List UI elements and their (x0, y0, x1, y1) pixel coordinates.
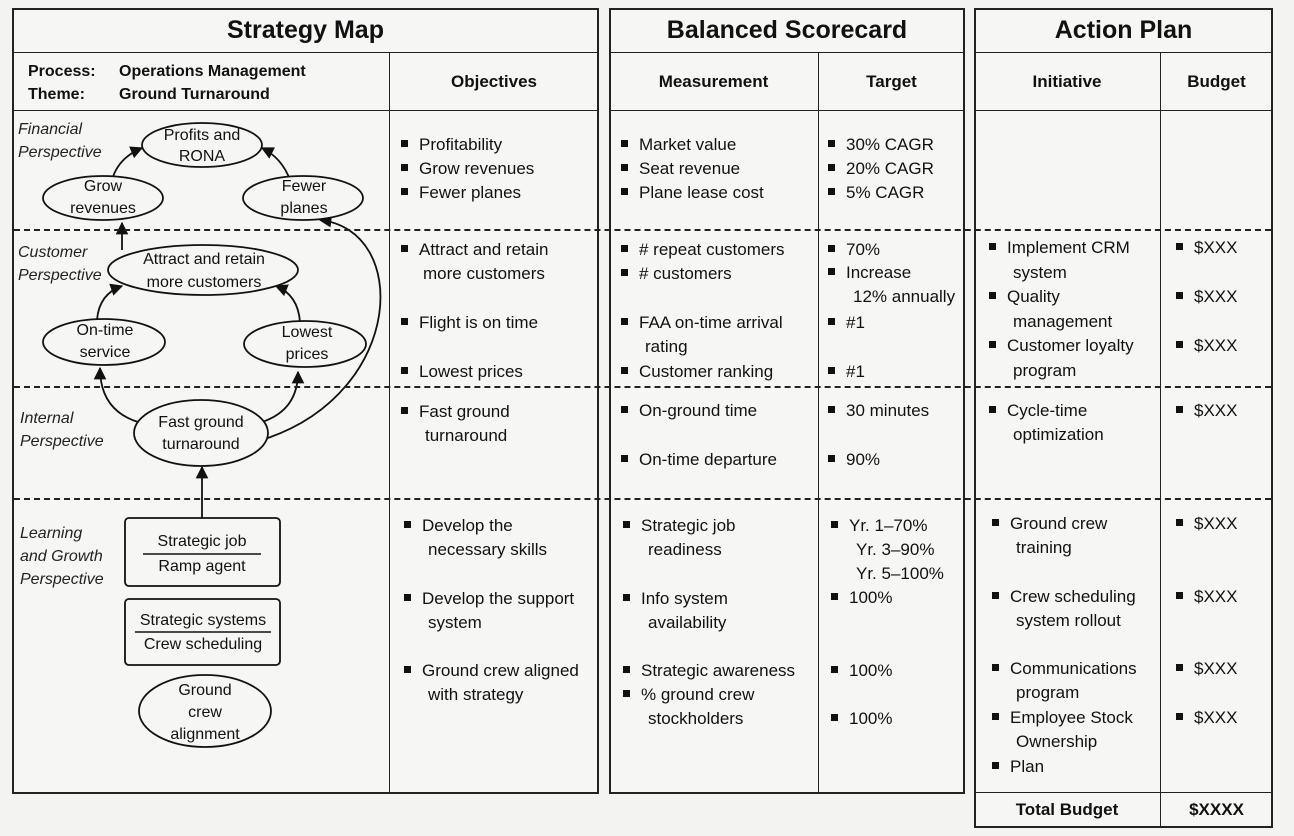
measurement-text: On-ground time (639, 401, 758, 420)
node-lowest-label: prices (285, 346, 329, 363)
objective-text: Fewer planes (419, 183, 522, 202)
objective-text-cont: turnaround (425, 426, 508, 445)
initiative-text: Ground crew (1010, 514, 1108, 533)
objective-text-cont: more customers (423, 264, 545, 283)
measurement-text: Seat revenue (639, 159, 741, 178)
perspective-line: Customer (18, 244, 88, 261)
target-text: Increase (846, 263, 912, 282)
budget-text: $XXX (1194, 659, 1238, 678)
objective-item (401, 400, 510, 424)
budget-text: $XXX (1194, 336, 1238, 355)
total-budget-value: $XXXX (1189, 800, 1244, 819)
perspective-line: Perspective (18, 144, 102, 161)
budget-item (1176, 706, 1237, 730)
initiative-text: Crew scheduling (1010, 587, 1136, 606)
target-item (828, 311, 865, 335)
budget-item (1176, 657, 1237, 681)
measurement-text-cont: rating (645, 337, 688, 356)
action-plan-title-divider (974, 52, 1273, 53)
measurement-text-cont: stockholders (648, 709, 744, 728)
perspective-divider (14, 498, 1271, 500)
node-fewer-label: Fewer (281, 178, 327, 195)
perspective-line: Perspective (20, 433, 104, 450)
initiative-item (989, 285, 1060, 309)
initiative-text: Cycle-time (1007, 401, 1088, 420)
perspective-line: Perspective (18, 267, 102, 284)
measurement-item (621, 399, 757, 423)
measurement-item (621, 238, 785, 262)
budget-text: $XXX (1194, 238, 1238, 257)
measurement-item (623, 514, 736, 538)
initiative-text: Communications (1010, 659, 1137, 678)
process-label: Process: (28, 63, 96, 80)
objective-text-cont: necessary skills (428, 540, 548, 559)
measurement-item (623, 587, 728, 611)
node-fast-label: turnaround (162, 436, 240, 453)
measurement-text: FAA on-time arrival (639, 313, 783, 332)
target-text-cont: Yr. 5–100% (856, 564, 944, 583)
target-item (828, 261, 911, 285)
arrow-fast-to-ontime (100, 368, 138, 422)
node-ontime-label: On-time (76, 322, 134, 339)
target-item (828, 448, 880, 472)
target-item (828, 133, 934, 157)
objective-text: Develop the (422, 516, 513, 535)
initiative-text: Quality (1007, 287, 1060, 306)
initiative-item (989, 236, 1130, 260)
target-item (828, 181, 924, 205)
initiative-text-cont: optimization (1013, 425, 1104, 444)
budget-item (1176, 285, 1237, 309)
action-plan-column-divider (1160, 52, 1161, 828)
budget-text: $XXX (1194, 401, 1238, 420)
objectives-header: Objectives (451, 72, 537, 91)
node-attract-label: more customers (146, 274, 262, 291)
budget-item (1176, 236, 1237, 260)
budget-text: $XXX (1194, 287, 1238, 306)
objective-text: Fast ground (419, 402, 510, 421)
scorecard-title-divider (609, 52, 965, 53)
initiative-item (989, 399, 1087, 423)
node-profits-label: Profits and (163, 127, 241, 144)
target-text: 90% (846, 450, 881, 469)
node-systems-label: Crew scheduling (143, 636, 263, 653)
node-job-label: Ramp agent (158, 558, 246, 575)
target-item (828, 157, 934, 181)
target-text: 5% CAGR (846, 183, 925, 202)
initiative-header: Initiative (1032, 72, 1102, 91)
target-text-cont: Yr. 3–90% (856, 540, 935, 559)
target-text: 30 minutes (846, 401, 930, 420)
measurement-text: # repeat customers (639, 240, 785, 259)
node-alignment-label: crew (188, 704, 222, 721)
action-plan-title: Action Plan (1054, 16, 1193, 44)
total-budget-label: Total Budget (1015, 800, 1119, 819)
measurement-text: Plane lease cost (639, 183, 764, 202)
measurement-header: Measurement (658, 72, 769, 91)
measurement-text: Strategic job (641, 516, 736, 535)
scorecard-column-divider (818, 52, 819, 794)
initiative-text-cont: management (1013, 312, 1113, 331)
target-text: 100% (849, 661, 893, 680)
measurement-text: On-time departure (639, 450, 777, 469)
budget-text: $XXX (1194, 514, 1238, 533)
target-item (828, 399, 929, 423)
objective-text: Flight is on time (419, 313, 539, 332)
node-attract-label: Attract and retain (143, 251, 265, 268)
initiative-text-cont: Ownership (1016, 732, 1098, 751)
initiative-text-cont: program (1013, 361, 1077, 380)
measurement-text: Customer ranking (639, 362, 774, 381)
measurement-text: Market value (639, 135, 737, 154)
target-text: 100% (849, 588, 893, 607)
initiative-text: Employee Stock (1010, 708, 1133, 727)
target-text-cont: 12% annually (853, 287, 956, 306)
objective-item (401, 133, 502, 157)
objective-text: Ground crew aligned (422, 661, 579, 680)
initiative-item (992, 585, 1136, 609)
node-lowest-label: Lowest (281, 324, 333, 341)
initiative-item (989, 334, 1134, 358)
measurement-text-cont: availability (648, 613, 727, 632)
measurement-text: % ground crew (641, 685, 755, 704)
measurement-item (621, 181, 764, 205)
arrow-grow-to-profits (112, 148, 142, 180)
target-item (828, 238, 880, 262)
measurement-item (621, 157, 740, 181)
measurement-text: Info system (641, 589, 728, 608)
node-alignment-label: alignment (170, 726, 240, 743)
budget-item (1176, 399, 1237, 423)
process-value: Operations Management (119, 63, 306, 80)
target-item (831, 514, 927, 538)
target-text: 30% CAGR (846, 135, 934, 154)
measurement-item (621, 311, 783, 335)
perspective-line: Perspective (20, 571, 104, 588)
objective-item (401, 157, 534, 181)
budget-text: $XXX (1194, 587, 1238, 606)
measurement-text: # customers (639, 264, 732, 283)
initiative-item (992, 657, 1137, 681)
arrow-ontime-to-attract (97, 286, 122, 320)
initiative-text-cont: system rollout (1016, 611, 1121, 630)
target-text: 70% (846, 240, 881, 259)
objective-text: Develop the support (422, 589, 575, 608)
measurement-item (621, 262, 732, 286)
objective-item (401, 238, 548, 262)
measurement-text: Strategic awareness (641, 661, 796, 680)
budget-text: $XXX (1194, 708, 1238, 727)
node-fewer-label: planes (280, 200, 328, 217)
target-text: 20% CAGR (846, 159, 934, 178)
target-item (831, 707, 892, 731)
node-grow-label: Grow (83, 178, 123, 195)
initiative-item (992, 706, 1133, 730)
measurement-item (621, 133, 736, 157)
budget-item (1176, 512, 1237, 536)
objective-text-cont: system (428, 613, 482, 632)
node-job-box (125, 518, 280, 586)
budget-header: Budget (1187, 72, 1246, 91)
measurement-item (621, 360, 773, 384)
node-systems-label: Strategic systems (139, 612, 267, 629)
arrow-fast-to-lowest (262, 372, 298, 422)
target-item (831, 659, 892, 683)
target-text: #1 (846, 313, 865, 332)
perspective-line: Learning (20, 525, 83, 542)
node-fast-label: Fast ground (158, 414, 244, 431)
initiative-text-cont: system (1013, 263, 1067, 282)
objective-item (404, 514, 513, 538)
initiative-text-cont: training (1016, 538, 1072, 557)
initiative-text-cont: program (1016, 683, 1080, 702)
objective-item (401, 360, 523, 384)
objective-text: Profitability (419, 135, 503, 154)
target-text: 100% (849, 709, 893, 728)
initiative-text: Implement CRM (1007, 238, 1130, 257)
node-job-label: Strategic job (157, 533, 247, 550)
objective-item (401, 311, 538, 335)
target-item (828, 360, 865, 384)
scorecard-title: Balanced Scorecard (666, 16, 908, 44)
initiative-item (992, 755, 1044, 779)
budget-item (1176, 334, 1237, 358)
perspective-line: Internal (20, 410, 74, 427)
node-grow-label: revenues (70, 200, 136, 217)
theme-label: Theme: (28, 86, 85, 103)
objective-item (404, 587, 574, 611)
target-item (831, 586, 892, 610)
perspective-line: Financial (18, 121, 83, 138)
node-alignment-label: Ground (178, 682, 232, 699)
objective-item (401, 181, 521, 205)
objective-item (404, 659, 579, 683)
total-row-divider (974, 792, 1273, 793)
perspective-divider (14, 229, 1271, 231)
target-text: #1 (846, 362, 865, 381)
theme-value: Ground Turnaround (119, 86, 270, 103)
action-plan-header-divider (974, 110, 1273, 111)
scorecard-header-divider (609, 110, 965, 111)
strategy-map-title: Strategy Map (227, 16, 384, 44)
perspective-line: and Growth (20, 548, 103, 565)
measurement-item (623, 683, 754, 707)
arrow-fewer-to-profits (262, 148, 290, 180)
arrow-lowest-to-attract (276, 286, 300, 322)
perspective-divider (14, 386, 1271, 388)
budget-item (1176, 585, 1237, 609)
initiative-text: Plan (1010, 757, 1045, 776)
measurement-item (623, 659, 795, 683)
initiative-item (992, 512, 1107, 536)
target-text: Yr. 1–70% (849, 516, 928, 535)
measurement-item (621, 448, 777, 472)
objective-text-cont: with strategy (428, 685, 524, 704)
target-header: Target (866, 72, 917, 91)
node-ontime-label: service (79, 344, 131, 361)
objective-text: Attract and retain (419, 240, 549, 259)
node-profits-label: RONA (178, 148, 226, 165)
measurement-text-cont: readiness (648, 540, 722, 559)
objective-text: Lowest prices (419, 362, 523, 381)
initiative-text: Customer loyalty (1007, 336, 1134, 355)
objective-text: Grow revenues (419, 159, 535, 178)
node-fast-ellipse (134, 400, 268, 466)
